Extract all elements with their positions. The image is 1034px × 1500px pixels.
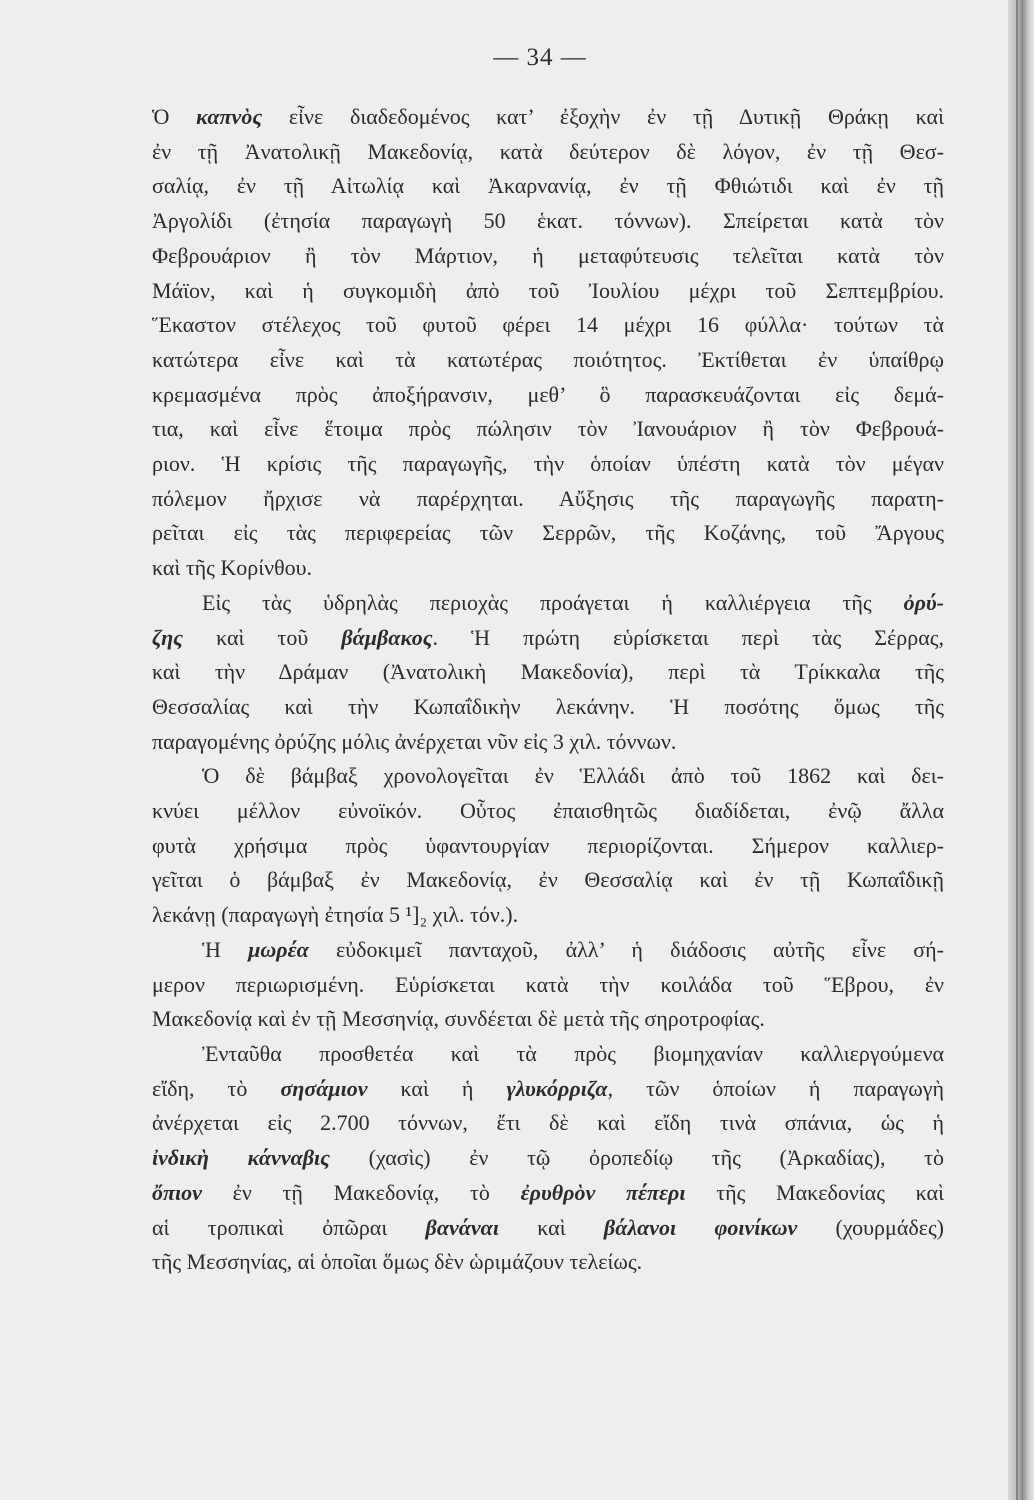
text-run: Ὁ δὲ βάμβαξ χρονολογεῖται ἐν Ἑλλάδι ἀπὸ τοῦ 1862 καὶ δει-	[202, 763, 944, 789]
emphasized-term: ζης	[152, 624, 183, 650]
text-line	[152, 1002, 944, 1037]
text-line	[152, 1141, 944, 1176]
text-run: φυτὰ χρήσιμα πρὸς ὑφαντουργίαν περιορίζονται. Σήμερον καλλιερ-	[152, 832, 944, 858]
text-line	[152, 135, 944, 170]
page-gutter-line	[1016, 0, 1018, 1500]
text-line	[152, 1106, 944, 1141]
paragraph	[152, 759, 944, 933]
text-run: Ἡ	[202, 936, 249, 962]
emphasized-term: βανάναι	[425, 1214, 499, 1240]
page-number: — 34 —	[493, 44, 587, 71]
text-run: πόλεμον ἤρχισε νὰ παρέρχηται. Αὔξησις τῆς παραγωγῆς παρατη-	[152, 485, 944, 511]
text-line	[152, 447, 944, 482]
text-line	[152, 690, 944, 725]
emphasized-term: βάλανοι φοινίκων	[603, 1214, 798, 1240]
text-run: λεκάνῃ (παραγωγὴ ἐτησία 5 ¹]₂ χιλ. τόν.).	[152, 902, 519, 928]
text-line	[152, 308, 944, 343]
emphasized-term: γλυκόρριζα	[506, 1075, 608, 1101]
text-line	[152, 1176, 944, 1211]
text-run: Φεβρουάριον ἢ τὸν Μάρτιον, ἡ μεταφύτευσις τελεῖται κατὰ τὸν	[152, 242, 944, 268]
text-run: Εἰς τὰς ὑδρηλὰς περιοχὰς προάγεται ἡ καλλιέργεια τῆς	[202, 589, 904, 615]
emphasized-term: ἰνδικὴ κάνναβις	[152, 1145, 330, 1171]
book-spine-edge	[1008, 0, 1034, 1500]
text-run: , τῶν ὁποίων ἡ παραγωγὴ	[607, 1075, 945, 1101]
text-line	[152, 516, 944, 551]
text-run: Θεσσαλίας καὶ τὴν Κωπαΐδικὴν λεκάνην. Ἡ ποσότης ὅμως τῆς	[152, 693, 944, 719]
emphasized-term: μωρέα	[248, 936, 309, 962]
text-run: σαλίᾳ, ἐν τῇ Αἰτωλίᾳ καὶ Ἀκαρνανίᾳ, ἐν τῇ Φθιώτιδι καὶ ἐν τῇ	[152, 173, 944, 199]
emphasized-term: σησάμιον	[280, 1075, 368, 1101]
text-run: τῆς Μακεδονίας καὶ	[685, 1179, 944, 1205]
text-run: ἐν τῇ Ἀνατολικῇ Μακεδονίᾳ, κατὰ δεύτερον δὲ λόγον, ἐν τῇ Θεσ-	[152, 138, 944, 164]
text-run: (χουρμάδες)	[797, 1214, 944, 1240]
text-run: . Ἡ πρώτη εὑρίσκεται περὶ τὰς Σέρρας,	[432, 624, 944, 650]
text-line	[152, 482, 944, 517]
emphasized-term: καπνὸς	[196, 104, 263, 129]
emphasized-term: ἐρυθρὸν πέπερι	[520, 1179, 686, 1205]
text-line	[152, 412, 944, 447]
text-line	[152, 794, 944, 829]
emphasized-term: ὀρύ-	[903, 589, 944, 615]
text-run: εἴδη, τὸ	[152, 1075, 281, 1101]
text-run: ριον. Ἡ κρίσις τῆς παραγωγῆς, τὴν ὁποίαν ὑπέστη κατὰ τὸν μέγαν	[152, 451, 944, 477]
text-run: Ὁ	[152, 104, 197, 129]
text-line	[152, 100, 944, 135]
text-line	[152, 725, 944, 760]
text-run: κρεμασμένα πρὸς ἀποξήρανσιν, μεθ’ ὃ παρασκευάζονται εἰς δεμά-	[152, 381, 944, 407]
text-line	[152, 169, 944, 204]
text-run: Μακεδονίᾳ καὶ ἐν τῇ Μεσσηνίᾳ, συνδέεται δὲ μετὰ τῆς σηροτροφίας.	[152, 1006, 765, 1032]
paragraph	[152, 586, 944, 760]
text-line	[152, 274, 944, 309]
paragraph	[152, 100, 944, 586]
text-run: εἶνε διαδεδομένος κατ’ ἐξοχὴν ἐν τῇ Δυτικῇ Θράκῃ καὶ	[262, 104, 944, 129]
text-line	[152, 378, 944, 413]
text-line	[152, 204, 944, 239]
text-run: Ἀργολίδι (ἐτησία παραγωγὴ 50 ἑκατ. τόννων). Σπείρεται κατὰ τὸν	[152, 208, 944, 234]
text-line	[152, 586, 944, 621]
text-line	[152, 968, 944, 1003]
text-run: ρεῖται εἰς τὰς περιφερείας τῶν Σερρῶν, τῆς Κοζάνης, τοῦ Ἄργους	[152, 520, 944, 546]
text-run: τῆς Μεσσηνίας, αἱ ὁποῖαι ὅμως δὲν ὡριμάζουν τελείως.	[152, 1249, 643, 1275]
emphasized-term: βάμβακος	[341, 624, 433, 650]
text-run: καὶ ἡ	[367, 1075, 507, 1101]
text-run: αἱ τροπικαὶ ὀπῶραι	[152, 1214, 426, 1240]
text-run: ἀνέρχεται εἰς 2.700 τόννων, ἔτι δὲ καὶ εἴδη τινὰ σπάνια, ὡς ἡ	[152, 1110, 944, 1136]
text-line	[152, 829, 944, 864]
text-line	[152, 343, 944, 378]
text-line	[152, 239, 944, 274]
text-run: γεῖται ὁ βάμβαξ ἐν Μακεδονίᾳ, ἐν Θεσσαλίᾳ καὶ ἐν τῇ Κωπαΐδικῇ	[152, 867, 944, 893]
text-run: εὐδοκιμεῖ πανταχοῦ, ἀλλ’ ἡ διάδοσις αὐτῆς εἶνε σή-	[308, 936, 944, 962]
emphasized-term: ὄπιον	[152, 1179, 202, 1205]
text-line	[152, 759, 944, 794]
text-run: Ἕκαστον στέλεχος τοῦ φυτοῦ φέρει 14 μέχρι 16 φύλλα· τούτων τὰ	[152, 312, 944, 338]
text-run: ἐν τῇ Μακεδονίᾳ, τὸ	[201, 1179, 521, 1205]
text-line	[152, 621, 944, 656]
paragraph	[152, 1037, 944, 1280]
text-run: παραγομένης ὀρύζης μόλις ἀνέρχεται νῦν εἰς 3 χιλ. τόννων.	[152, 728, 677, 754]
text-line	[152, 1072, 944, 1107]
body-text	[152, 100, 944, 1280]
text-run: καὶ τῆς Κορίνθου.	[152, 555, 313, 581]
text-run: κατώτερα εἶνε καὶ τὰ κατωτέρας ποιότητος. Ἐκτίθεται ἐν ὑπαίθρῳ	[152, 346, 944, 372]
text-line	[152, 1211, 944, 1246]
text-line	[152, 1245, 944, 1280]
text-line	[152, 863, 944, 898]
text-run: τια, καὶ εἶνε ἕτοιμα πρὸς πώλησιν τὸν Ἰανουάριον ἢ τὸν Φεβρουά-	[152, 416, 944, 442]
text-run: Μάϊον, καὶ ἡ συγκομιδὴ ἀπὸ τοῦ Ἰουλίου μέχρι τοῦ Σεπτεμβρίου.	[152, 277, 944, 303]
paragraph	[152, 933, 944, 1037]
text-run: (χασὶς) ἐν τῷ ὀροπεδίῳ τῆς (Ἀρκαδίας), τὸ	[329, 1145, 944, 1171]
text-run: καὶ τὴν Δράμαν (Ἀνατολικὴ Μακεδονία), περὶ τὰ Τρίκκαλα τῆς	[152, 659, 944, 685]
text-line	[152, 551, 944, 586]
text-run: καὶ τοῦ	[182, 624, 342, 650]
text-line	[152, 1037, 944, 1072]
text-line	[152, 933, 944, 968]
text-line	[152, 655, 944, 690]
text-line	[152, 898, 944, 933]
text-run: μερον περιωρισμένη. Εὑρίσκεται κατὰ τὴν κοιλάδα τοῦ Ἕβρου, ἐν	[152, 971, 944, 997]
text-run: Ἐνταῦθα προσθετέα καὶ τὰ πρὸς βιομηχανίαν καλλιεργούμενα	[202, 1040, 944, 1066]
text-run: κνύει μέλλον εὐνοϊκόν. Οὗτος ἐπαισθητῶς διαδίδεται, ἐνῷ ἄλλα	[152, 798, 944, 824]
text-run: καὶ	[498, 1214, 604, 1240]
